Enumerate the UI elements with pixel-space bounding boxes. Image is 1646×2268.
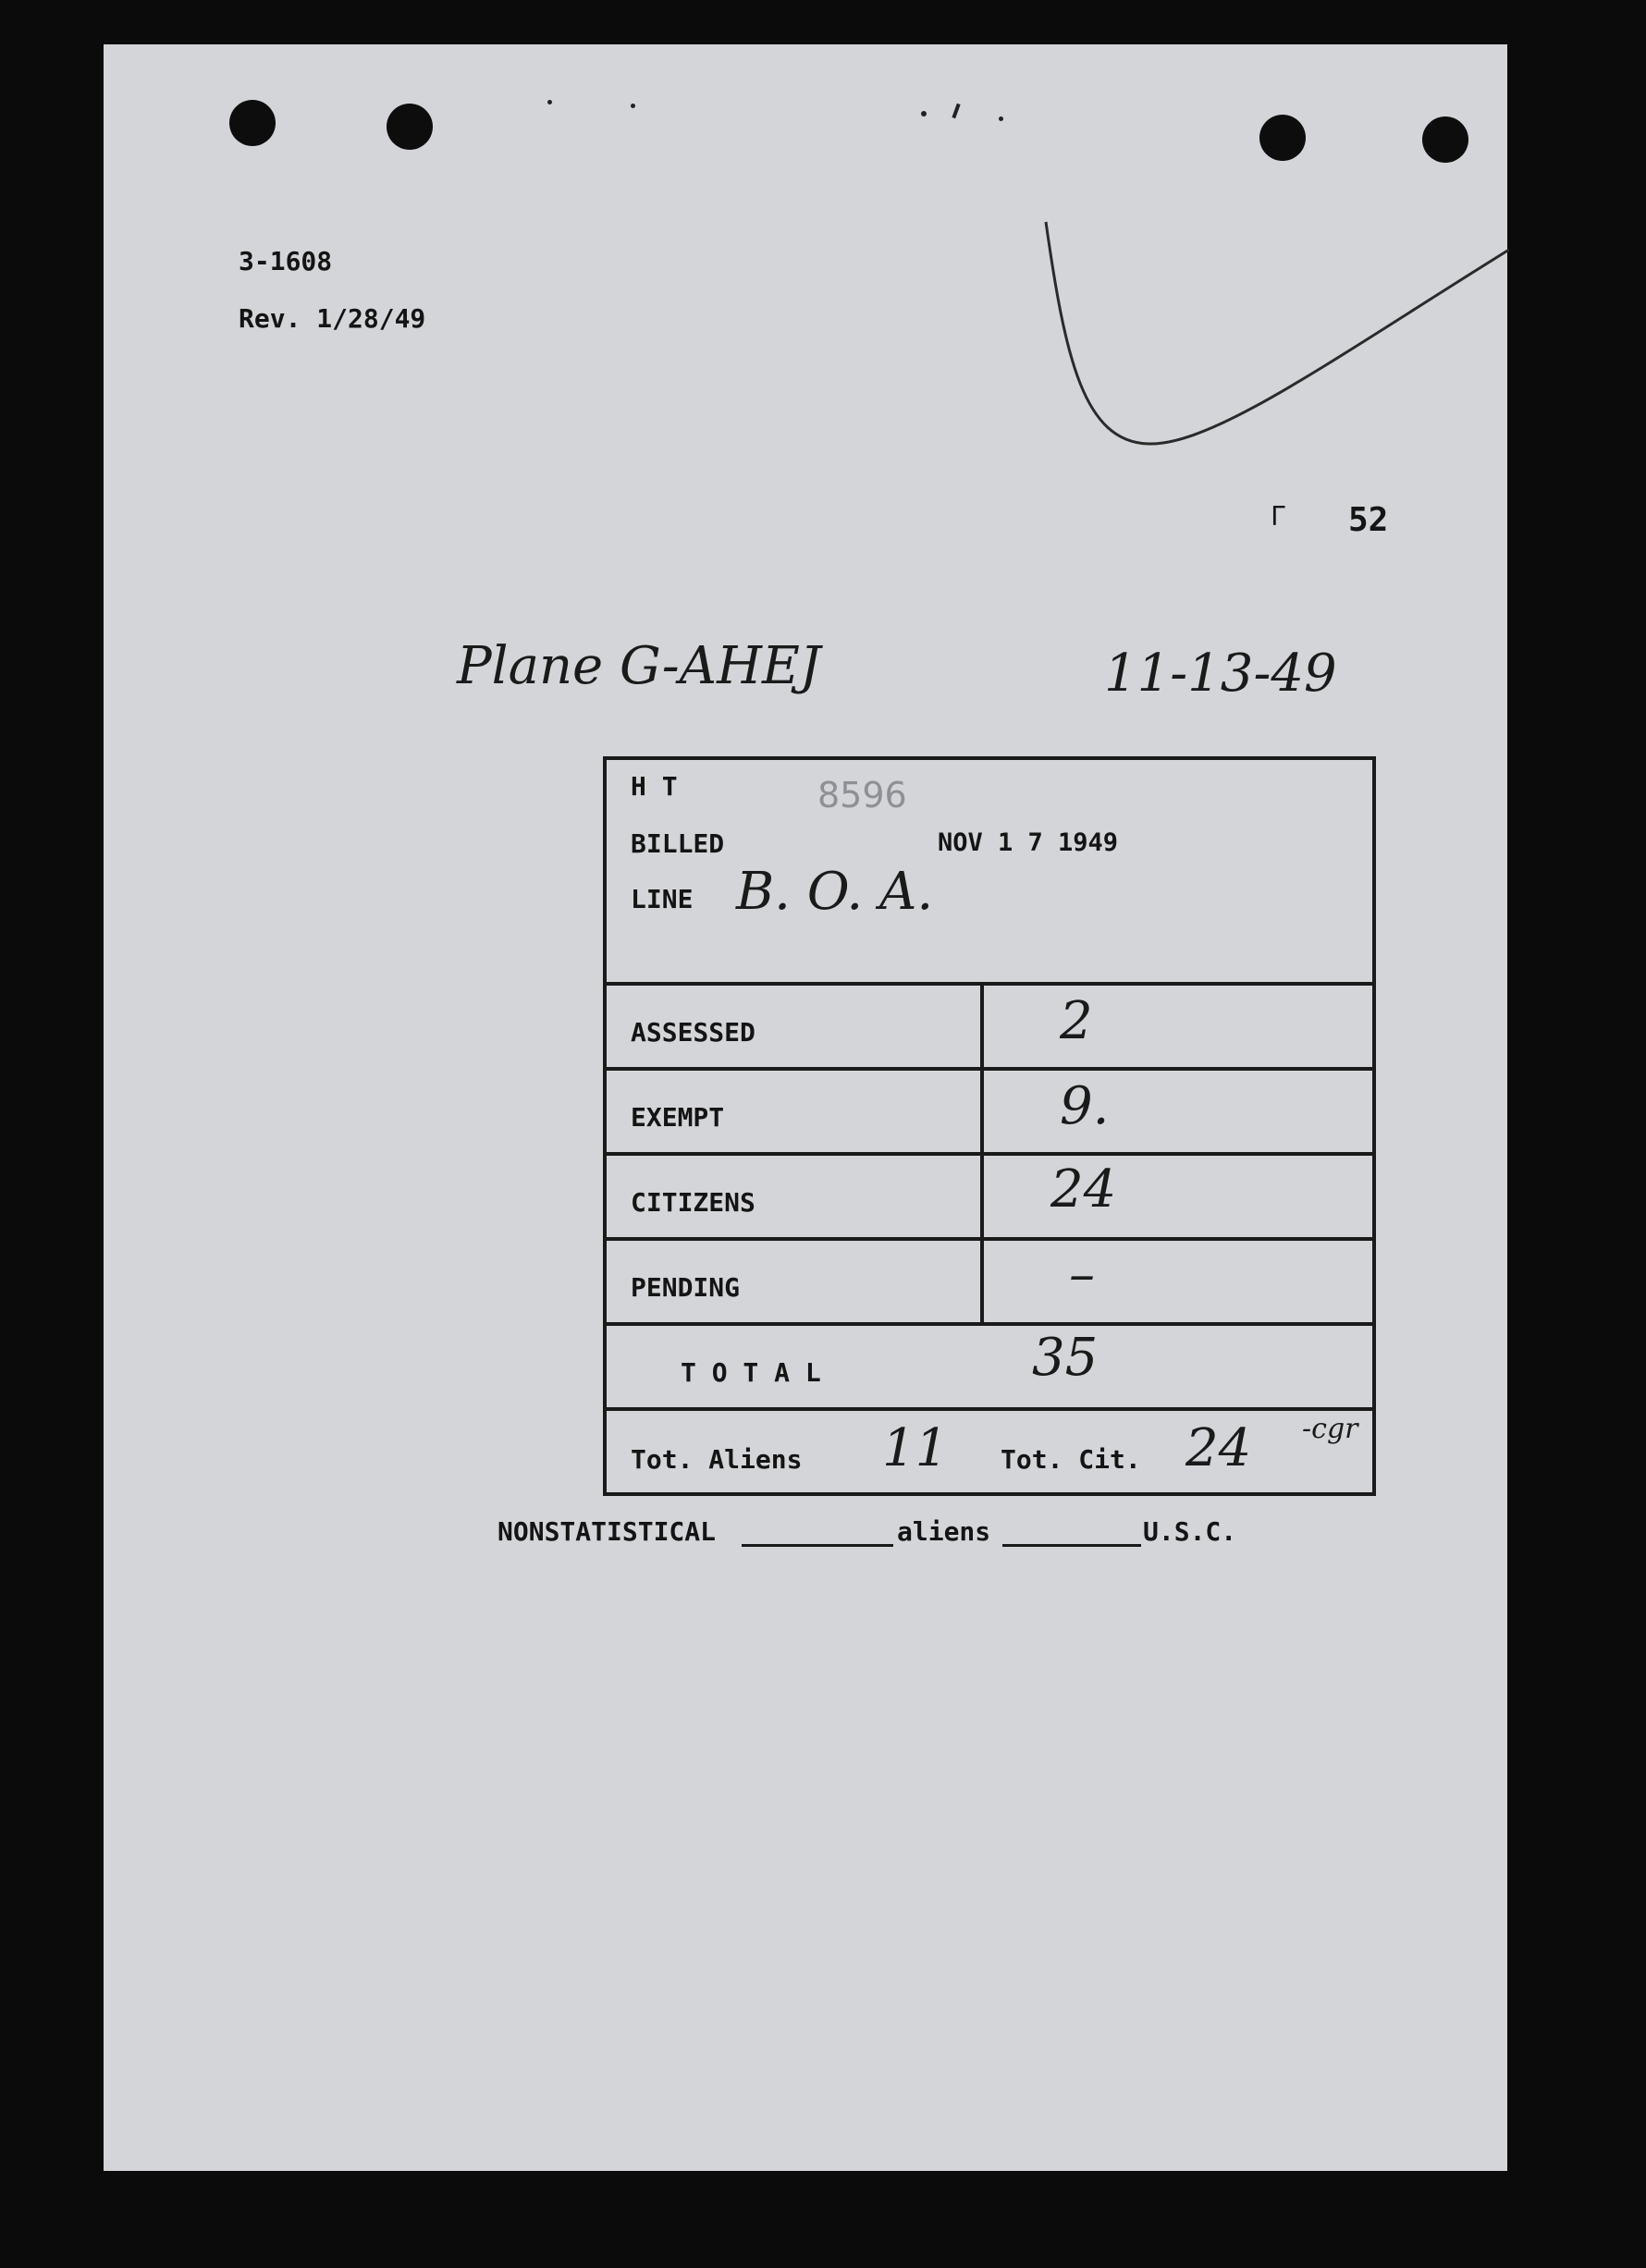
speck [999,116,1003,121]
billed-label: BILLED [631,828,725,859]
page-mark: Γ [1271,501,1286,532]
tot-aliens-value: 11 [882,1418,949,1478]
aliens-label: aliens [897,1516,991,1547]
punch-hole [1259,115,1306,161]
divider [607,1067,1372,1071]
page-number: 52 [1348,501,1389,539]
row-value-exempt: 9. [1060,1076,1110,1136]
speck [921,111,927,116]
check-mark-icon [1028,174,1509,488]
row-value-pending: – [1069,1244,1095,1305]
form-revision: Rev. 1/28/49 [239,303,426,334]
tot-cit-value: 24 [1185,1418,1252,1478]
speck [547,100,552,104]
total-label: T O T A L [681,1357,821,1388]
ht-number-stamp: 8596 [817,775,907,815]
column-divider [980,982,984,1326]
document-page [104,44,1507,2171]
speck [952,104,960,118]
plane-id: Plane G-AHEJ [457,636,821,696]
handwritten-date: 11-13-49 [1104,644,1337,704]
divider [607,1237,1372,1241]
row-label-exempt: EXEMPT [631,1102,725,1133]
nonstatistical-usc-blank [1002,1544,1141,1547]
row-label-assessed: ASSESSED [631,1017,755,1048]
form-number: 3-1608 [239,246,333,276]
total-value: 35 [1032,1328,1099,1388]
punch-hole [387,104,433,150]
form-table [603,756,1376,1496]
tot-aliens-label: Tot. Aliens [631,1444,803,1475]
line-value: B. O. A. [736,862,934,922]
tot-cit-label: Tot. Cit. [1001,1444,1141,1475]
punch-hole [229,100,276,146]
divider [607,1322,1372,1326]
speck [631,104,635,108]
nonstatistical-label: NONSTATISTICAL [497,1516,717,1547]
billed-date-stamp: NOV 1 7 1949 [938,828,1119,857]
divider [607,1407,1372,1411]
row-label-citizens: CITIZENS [631,1187,755,1218]
ht-label: H T [631,771,678,802]
divider [607,1152,1372,1156]
punch-hole [1422,116,1468,163]
divider [607,982,1372,986]
nonstatistical-aliens-blank [742,1544,893,1547]
line-label: LINE [631,884,694,914]
row-value-assessed: 2 [1060,991,1093,1051]
usc-label: U.S.C. [1143,1516,1237,1547]
row-label-pending: PENDING [631,1272,741,1303]
row-value-citizens: 24 [1050,1159,1117,1220]
margin-note: -cgr [1302,1413,1358,1445]
